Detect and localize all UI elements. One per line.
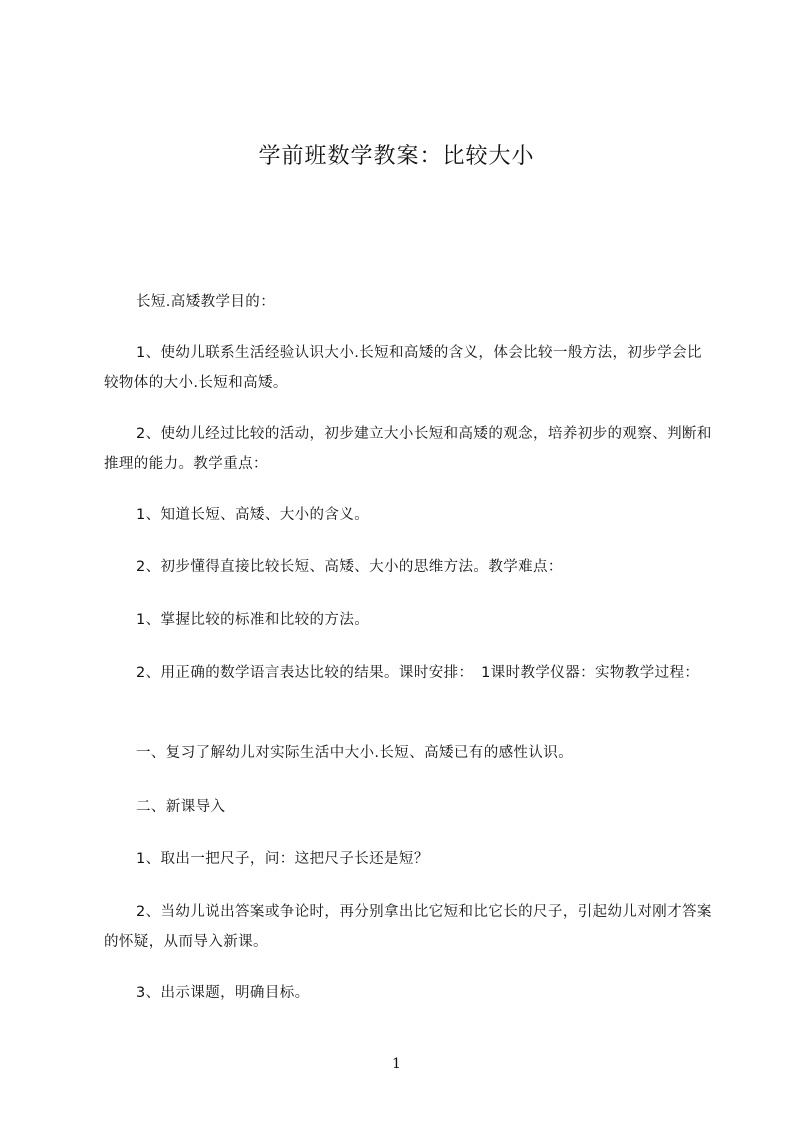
paragraph-key-point-2: 2、初步懂得直接比较长短、高矮、大小的思维方法。教学难点： bbox=[136, 559, 563, 575]
paragraph-objective-2: 2、使幼儿经过比较的活动，初步建立大小长短和高矮的观念，培养初步的观察、判断和推理的能力。教学重点： bbox=[104, 426, 712, 472]
document-title: 学前班数学教案：比较大小 bbox=[258, 144, 535, 169]
paragraph-objectives-heading: 长短.高矮教学目的： bbox=[136, 294, 276, 310]
paragraph-step-intro-heading: 二、新课导入 bbox=[136, 799, 226, 815]
paragraph-objective-1: 1、使幼儿联系生活经验认识大小.长短和高矮的含义，体会比较一般方法，初步学会比较物体的大小.长短和高矮。 bbox=[104, 345, 702, 391]
page-number: 1 bbox=[392, 1056, 401, 1072]
paragraph-intro-3: 3、出示课题，明确目标。 bbox=[136, 985, 310, 1001]
paragraph-intro-1: 1、取出一把尺子，问：这把尺子长还是短？ bbox=[136, 851, 429, 867]
paragraph-key-point-1: 1、知道长短、高矮、大小的含义。 bbox=[136, 507, 370, 523]
paragraph-intro-2: 2、当幼儿说出答案或争论时，再分别拿出比它短和比它长的尺子，引起幼儿对刚才答案的怀疑，从而导入新课。 bbox=[104, 904, 712, 950]
paragraph-step-review: 一、复习了解幼儿对实际生活中大小.长短、高矮已有的感性认识。 bbox=[136, 745, 574, 761]
paragraph-difficulty-2: 2、用正确的数学语言表达比较的结果。课时安排： 1课时教学仪器：实物教学过程： bbox=[136, 665, 700, 681]
paragraph-difficulty-1: 1、掌握比较的标准和比较的方法。 bbox=[136, 612, 370, 628]
